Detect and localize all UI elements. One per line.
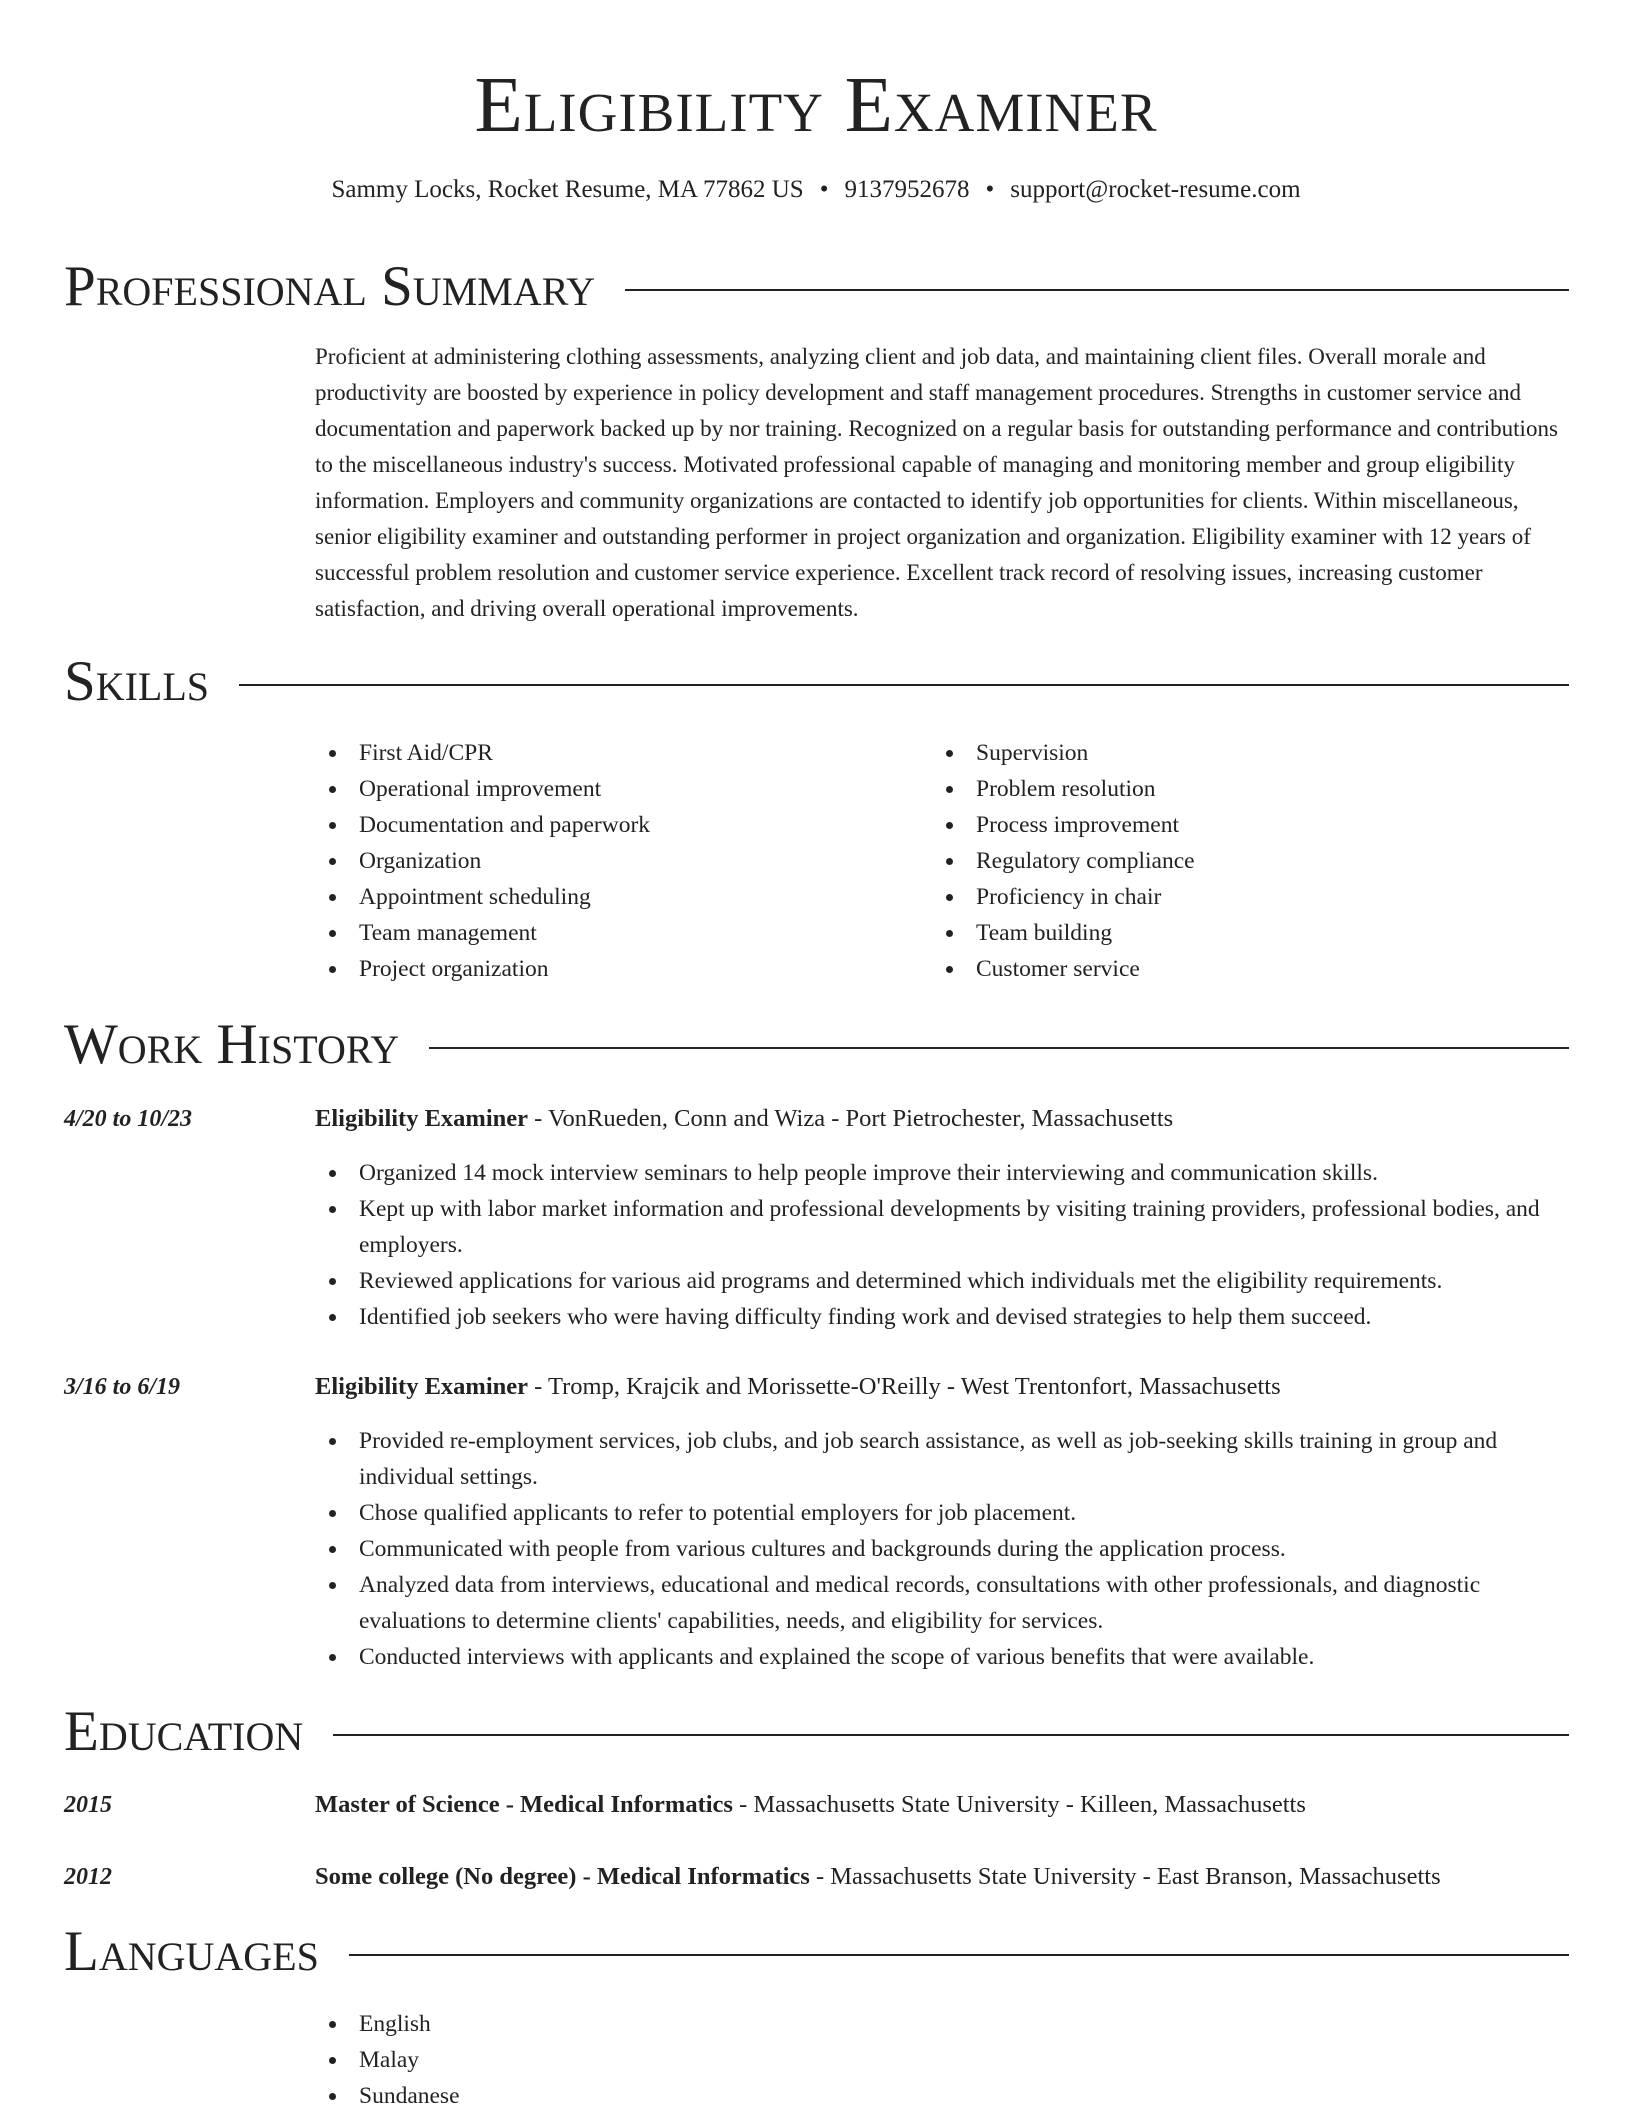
- contact-separator: •: [985, 176, 995, 203]
- job-bullet: Provided re-employment services, job clubs, and job search assistance, as well as job-seeking skills training in group and individual settings.: [315, 1423, 1575, 1495]
- job-bullet: Organized 14 mock interview seminars to help people improve their interviewing and communication skills.: [315, 1155, 1575, 1191]
- skill-item: Supervision: [932, 735, 1492, 771]
- language-item: Malay: [315, 2042, 915, 2078]
- education-year: 2015: [64, 1792, 112, 1818]
- section-divider: [625, 289, 1569, 291]
- section-divider: [429, 1047, 1569, 1049]
- section-title-languages: Languages: [64, 1920, 319, 1983]
- education-school: - Massachusetts State University - Killeen, Massachusetts: [732, 1791, 1306, 1818]
- job-dates: 4/20 to 10/23: [64, 1106, 193, 1132]
- job-bullet: Analyzed data from interviews, educational and medical records, consultations with other professionals, and diagnostic evaluations to determine clients' capabilities, needs, and eligibility for services.: [315, 1567, 1575, 1639]
- skills-list-left: [315, 735, 875, 987]
- languages-list: [315, 2006, 915, 2112]
- skill-item: Project organization: [315, 951, 875, 987]
- skills-section-header: [64, 647, 1569, 717]
- skill-item: Customer service: [932, 951, 1492, 987]
- skill-item: Appointment scheduling: [315, 879, 875, 915]
- skill-item: Proficiency in chair: [932, 879, 1492, 915]
- job-title-line: [315, 1369, 1585, 1405]
- job-bullet: Chose qualified applicants to refer to potential employers for job placement.: [315, 1495, 1575, 1531]
- contact-phone: 9137952678: [844, 176, 970, 203]
- education-section-header: [64, 1697, 1569, 1767]
- education-year: 2012: [64, 1864, 112, 1890]
- skill-item: Team management: [315, 915, 875, 951]
- job-bullet-list: [315, 1155, 1575, 1335]
- section-title-work: Work History: [64, 1013, 400, 1076]
- resume-name: Eligibility Examiner: [474, 62, 1158, 149]
- job-bullet: Identified job seekers who were having difficulty finding work and devised strategies to help them succeed.: [315, 1299, 1575, 1335]
- job-bullet: Kept up with labor market information and professional developments by visiting training providers, professional bodies, and employers.: [315, 1191, 1575, 1263]
- contact-line: [0, 174, 1632, 206]
- work-section-header: [64, 1010, 1569, 1080]
- skill-item: Regulatory compliance: [932, 843, 1492, 879]
- contact-email: support@rocket-resume.com: [1010, 176, 1301, 203]
- language-item: Sundanese: [315, 2078, 915, 2112]
- education-degree: Master of Science - Medical Informatics: [315, 1791, 733, 1818]
- contact-separator: •: [819, 176, 829, 203]
- skill-item: Organization: [315, 843, 875, 879]
- job-bullet: Reviewed applications for various aid programs and determined which individuals met the eligibility requirements.: [315, 1263, 1575, 1299]
- job-title-line: [315, 1101, 1585, 1137]
- job-role: Eligibility Examiner: [315, 1373, 529, 1400]
- education-degree: Some college (No degree) - Medical Informatics: [315, 1863, 810, 1890]
- section-title-skills: Skills: [64, 650, 210, 713]
- skill-item: First Aid/CPR: [315, 735, 875, 771]
- education-entry: [315, 1859, 1585, 1895]
- job-bullet: Conducted interviews with applicants and explained the scope of various benefits that were available.: [315, 1639, 1575, 1675]
- job-employer: - VonRueden, Conn and Wiza - Port Pietrochester, Massachusetts: [528, 1105, 1174, 1132]
- section-divider: [349, 1954, 1569, 1956]
- skill-item: Team building: [932, 915, 1492, 951]
- languages-section-header: [64, 1917, 1569, 1987]
- section-divider: [333, 1734, 1569, 1736]
- contact-address: Sammy Locks, Rocket Resume, MA 77862 US: [331, 176, 804, 203]
- skills-list-right: [932, 735, 1492, 987]
- skill-item: Documentation and paperwork: [315, 807, 875, 843]
- skill-item: Problem resolution: [932, 771, 1492, 807]
- section-title-summary: Professional Summary: [64, 255, 596, 318]
- section-divider: [239, 684, 1569, 686]
- section-title-education: Education: [64, 1700, 304, 1763]
- job-bullet: Communicated with people from various cultures and backgrounds during the application process.: [315, 1531, 1575, 1567]
- job-dates: 3/16 to 6/19: [64, 1374, 181, 1400]
- skill-item: Operational improvement: [315, 771, 875, 807]
- skill-item: Process improvement: [932, 807, 1492, 843]
- education-school: - Massachusetts State University - East Branson, Massachusetts: [809, 1863, 1441, 1890]
- job-employer: - Tromp, Krajcik and Morissette-O'Reilly - West Trentonfort, Massachusetts: [528, 1373, 1281, 1400]
- job-role: Eligibility Examiner: [315, 1105, 529, 1132]
- summary-text: Proficient at administering clothing assessments, analyzing client and job data, and maintaining client files. Overall morale and productivity are boosted by experience in policy development and staff management procedures. Strengths in customer service and documentation and paperwork backed up by nor training. Recognized on a regular basis for outstanding performance and contributions to the miscellaneous industry's success. Motivated professional capable of managing and monitoring member and group eligibility information. Employers and community organizations are contacted to identify job opportunities for clients. Within miscellaneous, senior eligibility examiner and outstanding performer in project organization and organization. Eligibility examiner with 12 years of successful problem resolution and customer service experience. Excellent track record of resolving issues, increasing customer satisfaction, and driving overall operational improvements.: [315, 344, 1558, 621]
- language-item: English: [315, 2006, 915, 2042]
- education-entry: [315, 1787, 1585, 1823]
- summary-section-header: [64, 252, 1569, 322]
- job-bullet-list: [315, 1423, 1575, 1675]
